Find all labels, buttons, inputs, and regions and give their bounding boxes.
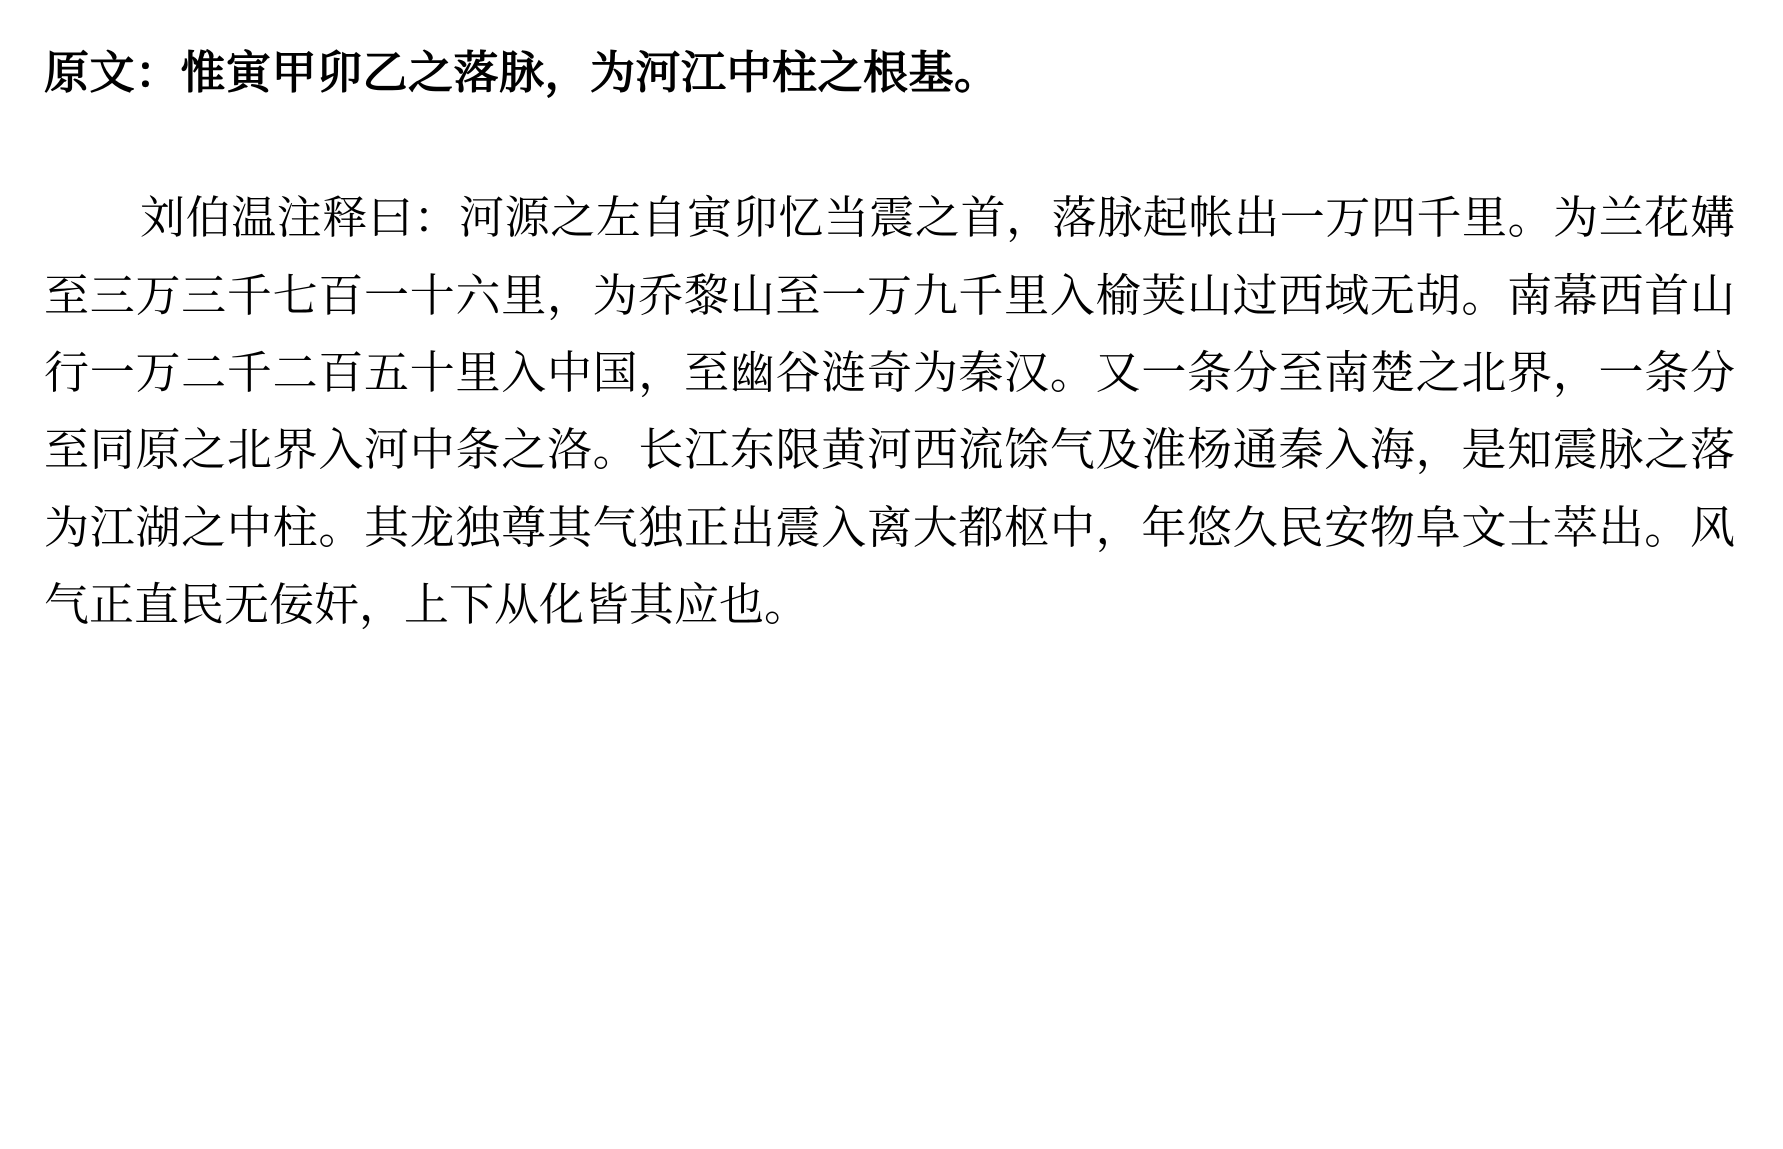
commentary-paragraph: 刘伯温注释曰：河源之左自寅卯忆当震之首，落脉起帐出一万四千里。为兰花媾至三万三千七百一十六里，为乔黎山至一万九千里入榆荚山过西域无胡。南幕西首山行一万二千二百五十里入中国，至幽谷涟奇为秦汉。又一条分至南楚之北界，一条分至同原之北界入河中条之洛。长江东限黄河西流馀气及淮杨通秦入海，是知震脉之落为江湖之中柱。其龙独尊其气独正出震入离大都枢中，年悠久民安物阜文士萃出。风气正直民无佞奸，上下从化皆其应也。 bbox=[44, 191, 1735, 632]
body-block bbox=[40, 179, 1743, 643]
page-title: 原文：惟寅甲卯乙之落脉，为河江中柱之根基。 bbox=[44, 46, 1000, 99]
